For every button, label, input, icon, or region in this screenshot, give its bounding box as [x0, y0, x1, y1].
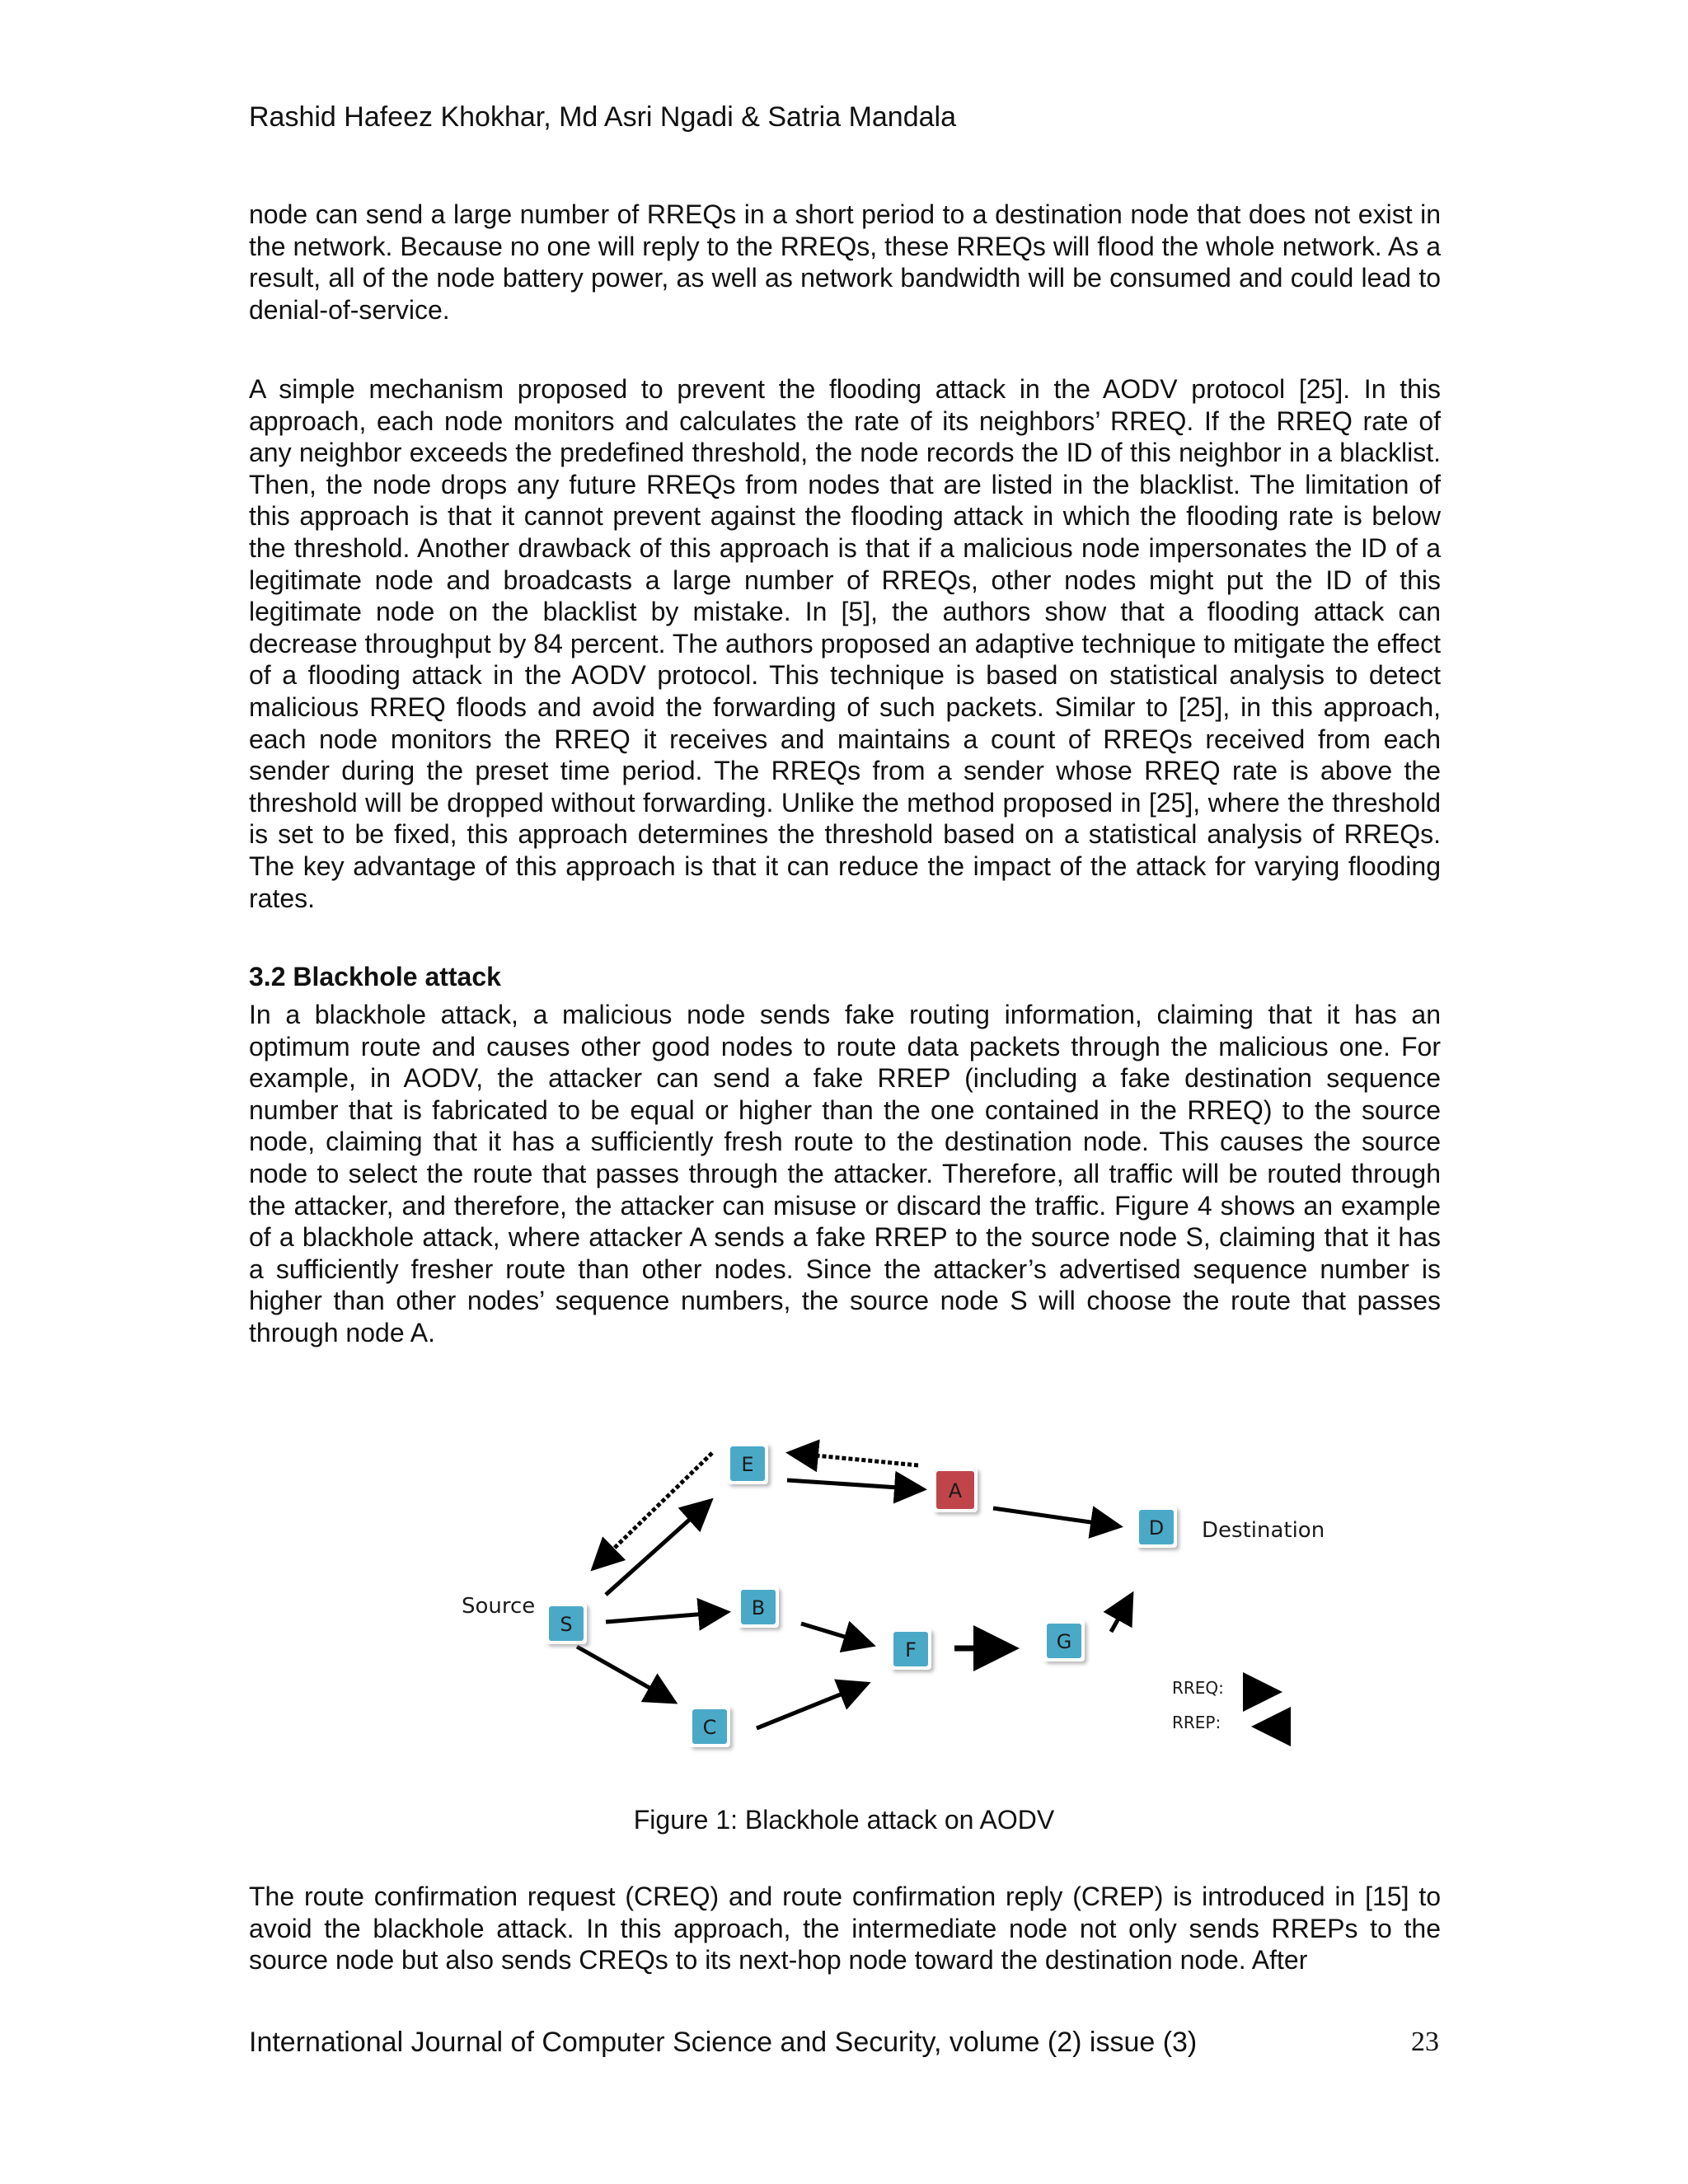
- paragraph-text: A simple mechanism proposed to prevent the flooding attack in the AODV protocol [25]. In this approach, each node monitors and calculates the rate of its neighbors’ RREQ. If the RREQ rate of any neighbor exceeds the predefined threshold, the node records the ID of this neighbor in a blacklist. Then, the node drops any future RREQs from nodes that are listed in the blacklist. The limitation of this approach is that it cannot prevent against the flooding attack in which the flooding rate is below the threshold. Another drawback of this approach is that if a malicious node impersonates the ID of a legitimate node and broadcasts a large number of RREQs, other nodes might put the ID of this legitimate node on the blacklist by mistake. In [5], the authors show that a flooding attack can decrease throughput by 84 percent. The authors proposed an adaptive technique to mitigate the effect of a flooding attack in the AODV protocol. This technique is based on statistical analysis to detect malicious RREQ floods and avoid the forwarding of such packets. Similar to [25], in this approach, each node monitors the RREQ it receives and maintains a count of RREQs received from each sender during the preset time period. The RREQs from a sender whose RREQ rate is above the threshold will be dropped without forwarding. Unlike the method proposed in [25], where the threshold is set to be fixed, this approach determines the threshold based on a statistical analysis of RREQs. The key advantage of this approach is that it can reduce the impact of the attack for varying flooding rates.: [249, 374, 1441, 913]
- blackhole-diagram: [445, 1422, 1352, 1784]
- node-f-label: F: [905, 1638, 917, 1661]
- arrow-e-a: [787, 1480, 923, 1489]
- node-c-label: C: [702, 1716, 717, 1739]
- body-paragraph-3: [249, 999, 1441, 1349]
- arrow-a-d: [993, 1508, 1119, 1526]
- source-label: Source: [462, 1594, 536, 1619]
- legend-rrep-label: RREP:: [1172, 1713, 1221, 1732]
- page-number: 23: [1411, 2027, 1439, 2057]
- running-header-authors: Rashid Hafeez Khokhar, Md Asri Ngadi & Satria Mandala: [249, 101, 957, 133]
- node-a-attacker: [933, 1468, 978, 1512]
- figure-caption: Figure 1: Blackhole attack on AODV: [633, 1805, 1055, 1835]
- legend: [1172, 1678, 1287, 1732]
- legend-rreq-label: RREQ:: [1172, 1678, 1224, 1698]
- node-d: [1136, 1507, 1177, 1548]
- node-d-label: D: [1148, 1516, 1165, 1540]
- paragraph-text: node can send a large number of RREQs in a short period to a destination node that does not exist in the network. Because no one will reply to the RREQs, these RREQs will flood the whole network. As a result, all of the node battery power, as well as network bandwidth will be consumed and could lead to denial-of-service.: [249, 199, 1441, 325]
- node-g-label: G: [1056, 1630, 1072, 1653]
- diagram-canvas: [445, 1422, 1352, 1784]
- node-a-label: A: [948, 1479, 963, 1502]
- node-e: [727, 1443, 768, 1484]
- paragraph-text: In a blackhole attack, a malicious node sends fake routing information, claiming that it has an optimum route and causes other good nodes to route data packets through the malicious one. For example, in AODV, the attacker can send a fake RREP (including a fake destination sequence number that is fabricated to be equal or higher than the one contained in the RREQ) to the source node, claiming that it has a sufficiently fresh route to the destination node. This causes the source node to select the route that passes through the attacker. Therefore, all traffic will be routed through the attacker, and therefore, the attacker can misuse or discard the traffic. Figure 4 shows an example of a blackhole attack, where attacker A sends a fake RREP to the source node S, claiming that it has a sufficiently fresher route than other nodes. Since the attacker’s advertised sequence number is higher than other nodes’ sequence numbers, the source node S will choose the route that passes through node A.: [249, 1000, 1441, 1347]
- arrow-b-f: [801, 1624, 872, 1645]
- node-e-label: E: [741, 1453, 754, 1476]
- body-paragraph-2: [249, 373, 1441, 914]
- rrep-arrow-a-e: [790, 1453, 918, 1465]
- footer-journal: International Journal of Computer Science and Security, volume (2) issue (3): [249, 2027, 1198, 2058]
- node-s: [546, 1603, 587, 1644]
- arrow-s-c: [577, 1647, 674, 1702]
- body-paragraph-4: [249, 1881, 1441, 1976]
- section-heading: 3.2 Blackhole attack: [249, 962, 501, 991]
- arrow-g-d: [1111, 1595, 1132, 1632]
- node-b-label: B: [751, 1596, 766, 1619]
- body-paragraph-1: [249, 199, 1441, 326]
- node-f: [890, 1629, 931, 1670]
- arrow-s-e: [606, 1501, 710, 1595]
- node-s-label: S: [560, 1613, 573, 1636]
- node-b: [738, 1586, 779, 1628]
- rreq-arrows: [577, 1480, 1132, 1728]
- paragraph-text: The route confirmation request (CREQ) and route confirmation reply (CREP) is introduced in [15] to avoid the blackhole attack. In this approach, the intermediate node not only sends RREPs to the source node but also sends CREQs to its next-hop node toward the destination node. After: [249, 1882, 1441, 1975]
- destination-label: Destination: [1202, 1518, 1325, 1543]
- node-c: [689, 1706, 730, 1747]
- arrow-s-b: [606, 1612, 727, 1622]
- arrow-c-f: [757, 1684, 867, 1728]
- node-g: [1043, 1620, 1085, 1661]
